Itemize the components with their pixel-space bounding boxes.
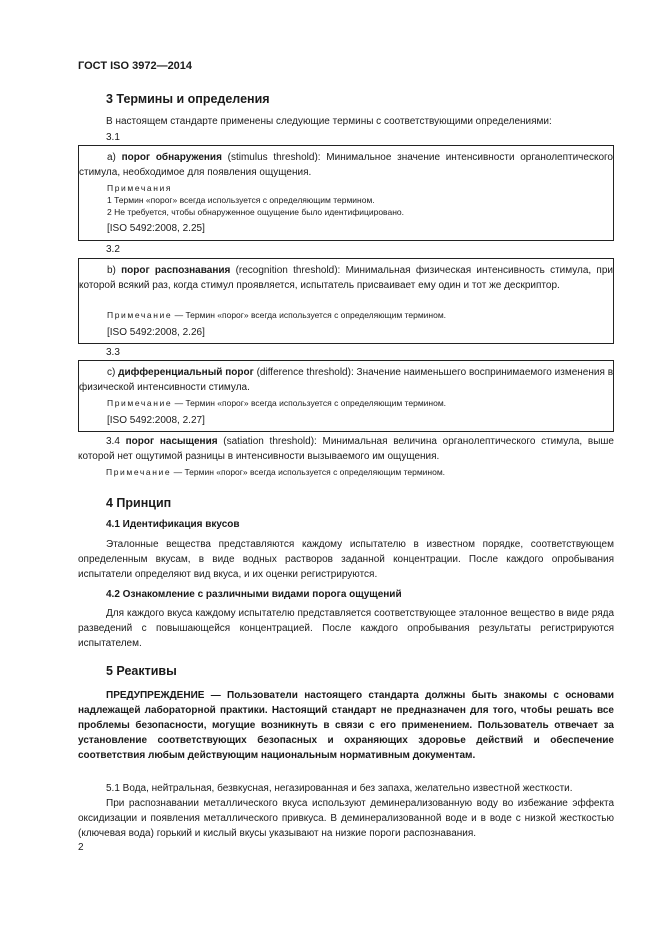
term-3-2-definition: b) порог распознавания (recognition threshold): Минимальная физическая интенсивность стимула, при которой всякий раз, когда стимул проявляется, испытатель присваивает ему один и тот же дескриптор. (79, 265, 613, 291)
section-5-heading: 5 Реактивы (106, 664, 177, 678)
term-3-3-term: дифференциальный порог (118, 367, 254, 378)
section-3-heading: 3 Термины и определения (106, 92, 270, 106)
term-3-4-definition: 3.4 порог насыщения (satiation threshold): Минимальная величина органолептического стимула, выше которой нет ощутимой разницы в интенсивности вызываемого им ощущения. (78, 436, 614, 462)
subsection-4-1-text: Эталонные вещества представляются каждому испытателю в известном порядке, соответствующем определенным вкусам, в виде водных растворов заданной концентрации. После каждого опробывания испытатели определяют вид вкуса, и их оценки регистрируются. (78, 539, 614, 580)
term-3-1-notes-title: Примечания (107, 183, 173, 193)
term-3-1-reference: [ISO 5492:2008, 2.25] (107, 223, 205, 234)
term-3-2-reference: [ISO 5492:2008, 2.26] (107, 327, 205, 338)
term-3-2-note: Примечание — Термин «порог» всегда используется с определяющим термином. (107, 310, 447, 320)
paragraph-5-1: 5.1 Вода, нейтральная, безвкусная, негазированная и без запаха, желательно известной жесткости. (106, 783, 573, 794)
page-number: 2 (78, 842, 84, 853)
term-3-1-number: 3.1 (106, 132, 120, 143)
term-3-2-number: 3.2 (106, 244, 120, 255)
term-3-3-note: Примечание — Термин «порог» всегда используется с определяющим термином. (107, 398, 447, 408)
standard-number-header: ГОСТ ISO 3972—2014 (78, 60, 193, 72)
subsection-4-1-heading: 4.1 Идентификация вкусов (106, 519, 240, 530)
term-3-2-box (78, 258, 614, 344)
subsection-4-2-heading: 4.2 Ознакомление с различными видами порога ощущений (106, 589, 402, 600)
term-3-3-definition: c) дифференциальный порог (difference threshold): Значение наименьшего воспринимаемого изменения в физической интенсивности стимула. (79, 367, 614, 393)
safety-warning: ПРЕДУПРЕЖДЕНИЕ — Пользователи настоящего стандарта должны быть знакомы с основами надлежащей лабораторной практики. Настоящий стандарт не предназначен для того, чтобы решать все проблемы безопасности, могущие возникнуть в связи с его применением. Пользователь отвечает за установление соответствующих безопасных и охраняющих здоровье действий и обеспечение соответствия любым действующим национальным нормативным документам. (78, 690, 614, 761)
term-3-1-term: порог обнаружения (121, 152, 222, 163)
term-3-2-term: порог распознавания (121, 265, 231, 276)
term-3-4-note: Примечание — Термин «порог» всегда используется с определяющим термином. (106, 467, 446, 477)
term-3-3-reference: [ISO 5492:2008, 2.27] (107, 415, 205, 426)
term-3-4-term: порог насыщения (125, 436, 218, 447)
term-3-1-note-2: 2 Не требуется, чтобы обнаруженное ощущение было идентифицировано. (107, 207, 404, 217)
term-3-1-box (78, 145, 614, 241)
section-3-intro: В настоящем стандарте применены следующие термины с соответствующими определениями: (106, 116, 552, 127)
subsection-4-2-text: Для каждого вкуса каждому испытателю представляется соответствующее эталонное вещество в виде ряда разведений с повышающейся концентрацией. После каждого опробывания результаты регистрируются испытателем. (78, 608, 614, 649)
paragraph-5-1-continued: При распознавании металлического вкуса используют деминерализованную воду во избежание эффекта оксидизации и появления металлического привкуса. В деминерализованной воде и в воде с низкой жесткостью (ключевая вода) горький и кислый вкусы указывают на низкие пороги распознавания. (78, 798, 614, 839)
term-3-1-definition: a) порог обнаружения (stimulus threshold): Минимальное значение интенсивности органолептического стимула, необходимое для появления ощущения. (79, 152, 613, 178)
term-3-3-box (78, 360, 614, 432)
section-4-heading: 4 Принцип (106, 496, 172, 510)
term-3-3-number: 3.3 (106, 347, 120, 358)
term-3-1-note-1: 1 Термин «порог» всегда используется с определяющим термином. (107, 195, 375, 205)
